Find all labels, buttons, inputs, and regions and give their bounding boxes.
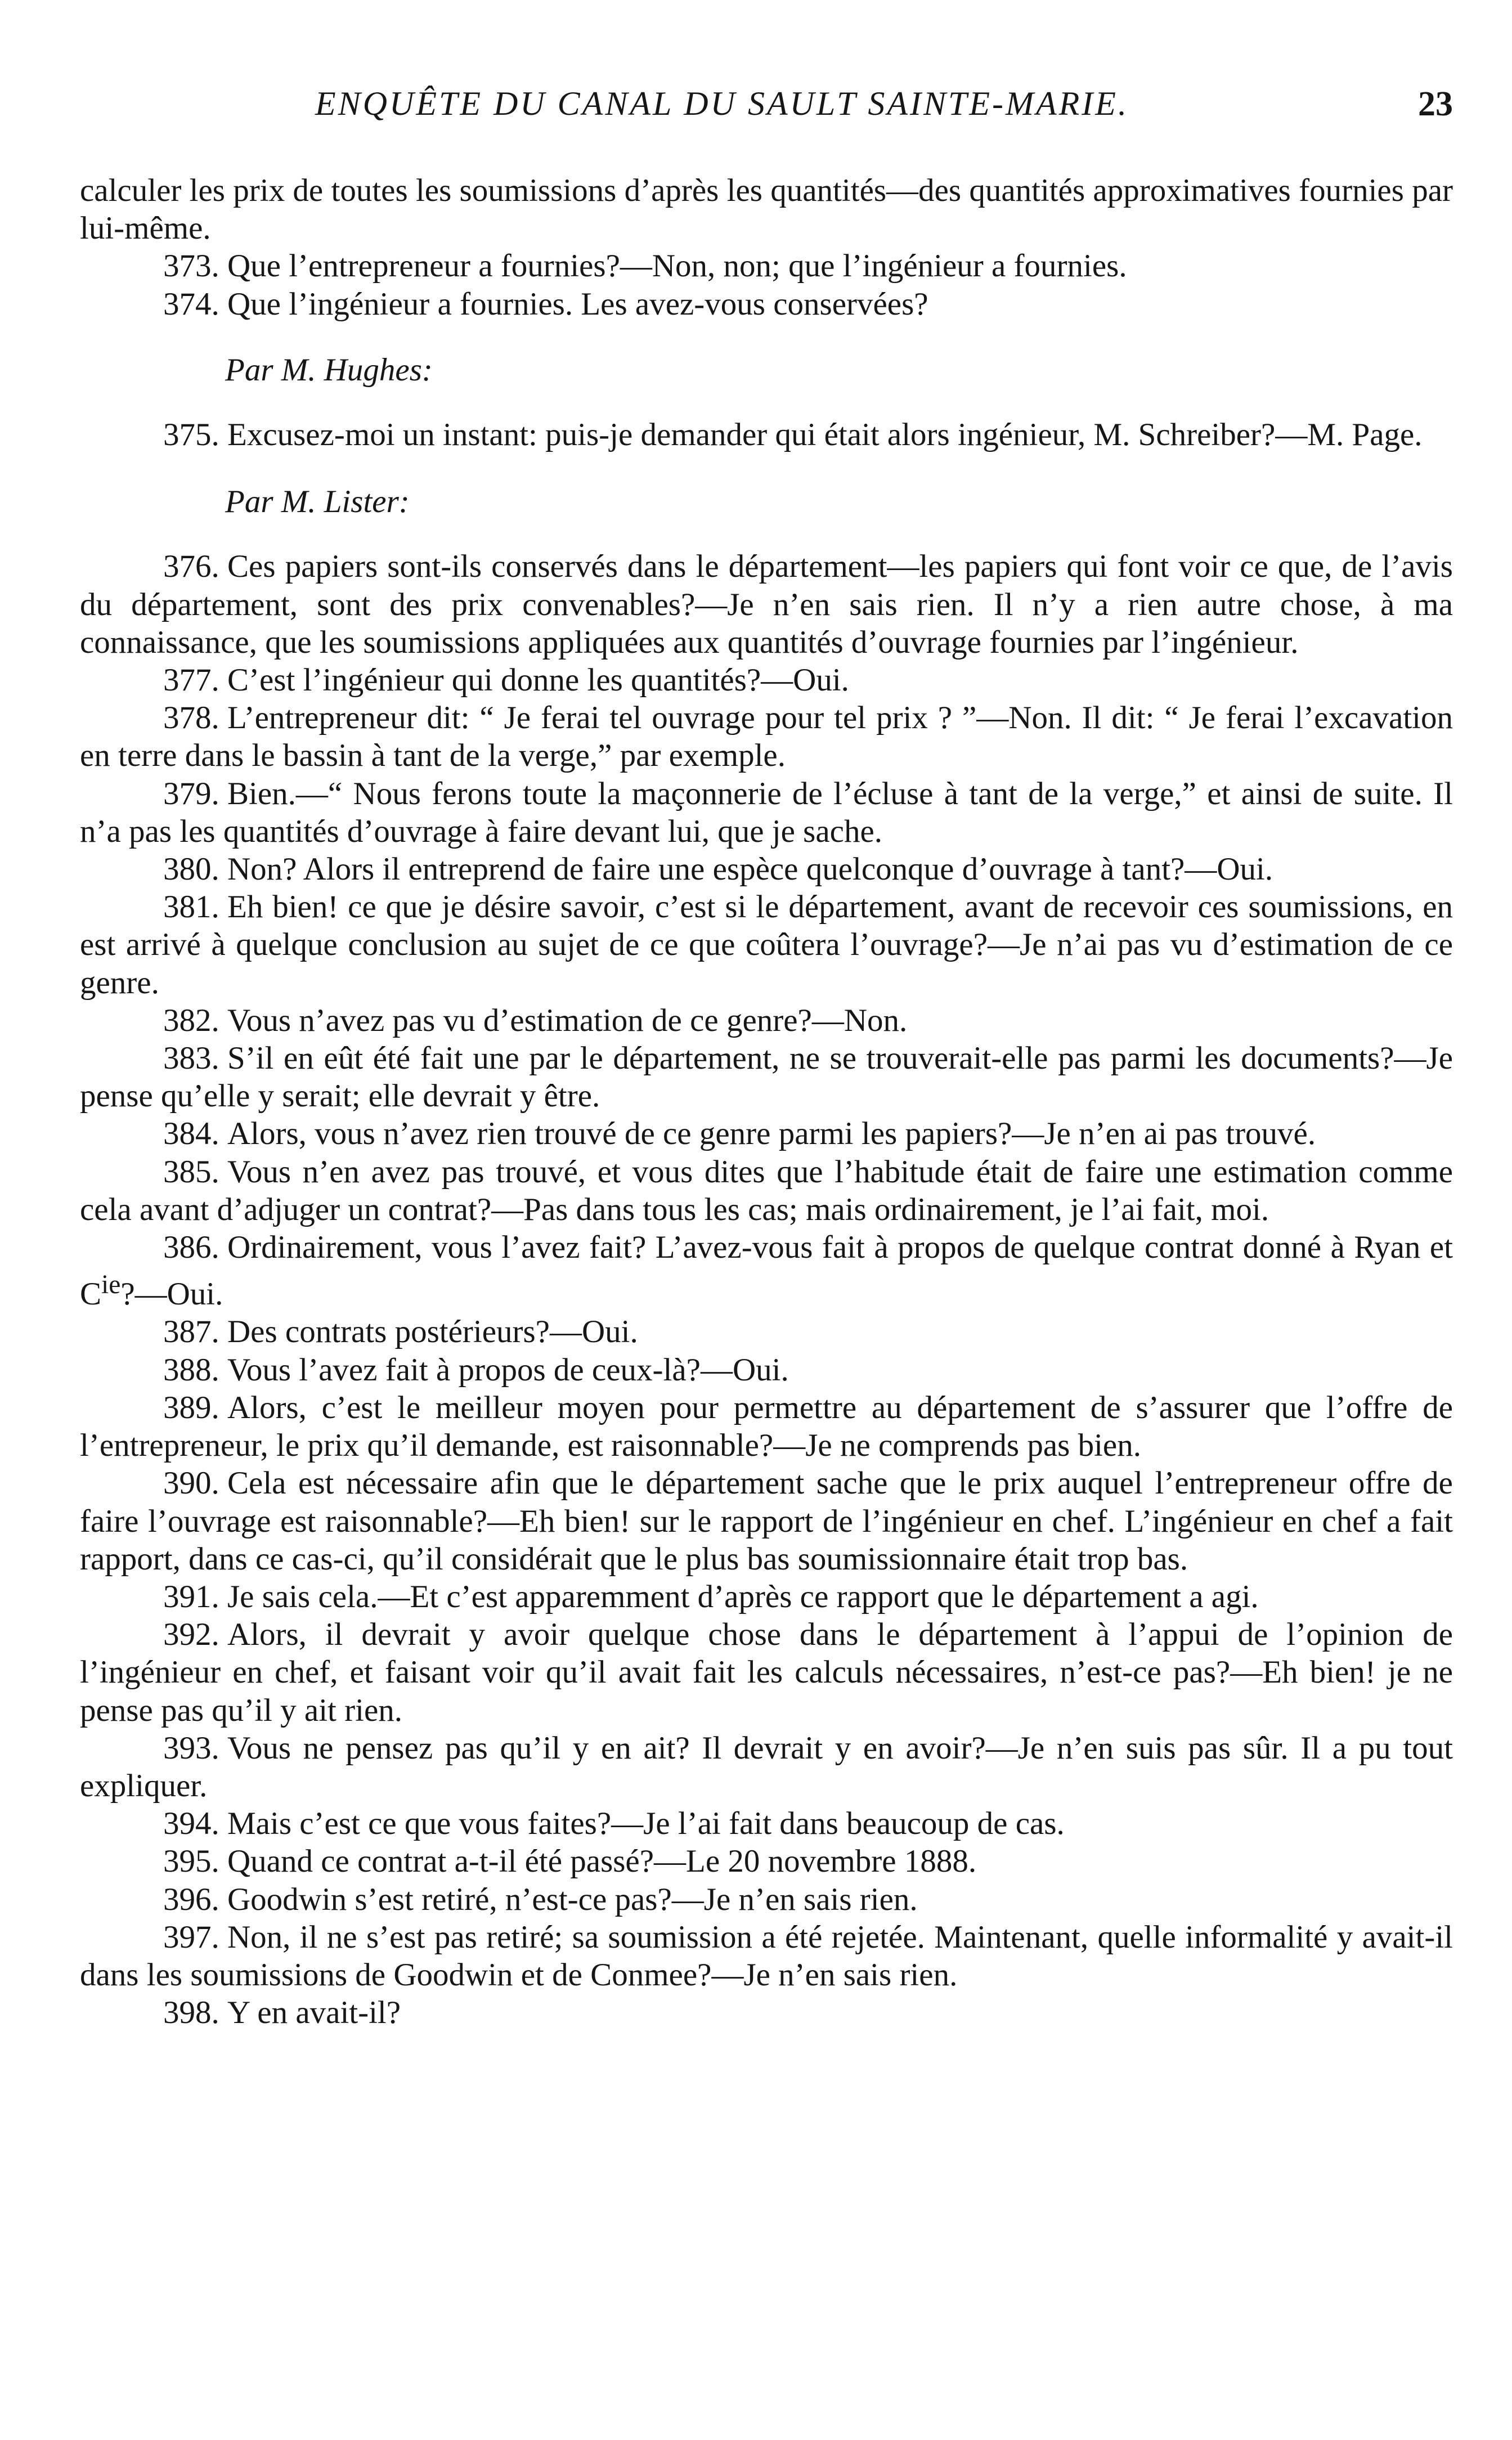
paragraph-continuation	[80, 172, 1453, 247]
question-number: 380.	[163, 851, 219, 887]
question-number: 390.	[163, 1465, 219, 1501]
paragraph-text: L’entrepreneur dit: “ Je ferai tel ouvrage pour tel prix ? ”—Non. Il dit: “ Je ferai l’excavation en terre dans le bassin à tant de la verge,” par exemple.	[80, 700, 1453, 774]
paragraph-392	[80, 1616, 1453, 1729]
page-number: 23	[1418, 85, 1453, 123]
running-title: ENQUÊTE DU CANAL DU SAULT SAINTE-MARIE.	[315, 85, 1129, 122]
question-number: 378.	[163, 700, 219, 736]
question-number: 374.	[163, 286, 219, 322]
question-number: 389.	[163, 1389, 219, 1425]
paragraph-388	[80, 1351, 1453, 1389]
paragraph-text: Que l’ingénieur a fournies. Les avez-vous conservées?	[227, 286, 928, 322]
paragraph-text: Alors, vous n’avez rien trouvé de ce genre parmi les papiers?—Je n’en ai pas trouvé.	[227, 1116, 1316, 1152]
superscript-ie: ie	[101, 1270, 121, 1300]
paragraph-text: Excusez-moi un instant: puis-je demander qui était alors ingénieur, M. Schreiber?—M. Page.	[227, 417, 1423, 453]
question-number: 397.	[163, 1919, 219, 1955]
question-number: 382.	[163, 1002, 219, 1038]
paragraph-text: Alors, il devrait y avoir quelque chose dans le département à l’appui de l’opinion de l’ingénieur en chef, et faisant voir qu’il avait fait les calculs nécessaires, n’est-ce pas?—Eh bien! je ne pense pas qu’il y ait rien.	[80, 1617, 1453, 1728]
question-number: 384.	[163, 1116, 219, 1152]
paragraph-text: Non? Alors il entreprend de faire une espèce quelconque d’ouvrage à tant?—Oui.	[227, 851, 1273, 887]
question-number: 385.	[163, 1154, 219, 1190]
question-number: 376.	[163, 549, 219, 585]
paragraph-381	[80, 888, 1453, 1002]
paragraph-374	[80, 285, 1453, 323]
paragraph-text: calculer les prix de toutes les soumissions d’après les quantités—des quantités approximatives fournies par lui-même.	[80, 173, 1453, 246]
paragraph-text: Ces papiers sont-ils conservés dans le département—les papiers qui font voir ce que, de l’avis du département, sont des prix convenables?—Je n’en sais rien. Il n’y a rien autre chose, à ma connaissance, que les soumissions appliquées aux quantités d’ouvrage fournies par l’ingénieur.	[80, 549, 1453, 660]
question-number: 388.	[163, 1352, 219, 1388]
paragraph-text: Cela est nécessaire afin que le département sache que le prix auquel l’entrepreneur offre de faire l’ouvrage est raisonnable?—Eh bien! sur le rapport de l’ingénieur en chef. L’ingénieur en chef a fait rapport, dans ce cas-ci, qu’il considérait que le plus bas soumissionnaire était trop bas.	[80, 1465, 1453, 1577]
paragraph-398	[80, 1994, 1453, 2031]
paragraph-text: S’il en eût été fait une par le département, ne se trouverait-elle pas parmi les documents?—Je pense qu’elle y serait; elle devrait y être.	[80, 1040, 1453, 1114]
paragraph-text: Vous n’avez pas vu d’estimation de ce genre?—Non.	[227, 1002, 908, 1038]
paragraph-text: Vous l’avez fait à propos de ceux-là?—Oui.	[227, 1352, 789, 1388]
paragraph-396	[80, 1881, 1453, 1918]
question-number: 394.	[163, 1806, 219, 1842]
question-number: 396.	[163, 1881, 219, 1917]
paragraph-text-end: ?—Oui.	[120, 1276, 223, 1312]
question-number: 377.	[163, 662, 219, 698]
question-number: 375.	[163, 417, 219, 453]
paragraph-386	[80, 1228, 1453, 1313]
paragraph-text: Bien.—“ Nous ferons toute la maçonnerie de l’écluse à tant de la verge,” et ainsi de suite. Il n’a pas les quantités d’ouvrage à faire devant lui, que je sache.	[80, 775, 1453, 849]
paragraph-390	[80, 1464, 1453, 1578]
paragraph-395	[80, 1842, 1453, 1880]
paragraph-text: Vous n’en avez pas trouvé, et vous dites que l’habitude était de faire une estimation comme cela avant d’adjuger un contrat?—Pas dans tous les cas; mais ordinairement, je l’ai fait, moi.	[80, 1154, 1453, 1227]
body-text	[80, 172, 1453, 2031]
question-number: 387.	[163, 1314, 219, 1350]
speaker-heading-hughes: Par M. Hughes:	[225, 352, 433, 388]
paragraph-375	[80, 416, 1453, 454]
paragraph-text: Des contrats postérieurs?—Oui.	[227, 1314, 638, 1350]
paragraph-387	[80, 1313, 1453, 1351]
paragraph-text: Goodwin s’est retiré, n’est-ce pas?—Je n’en sais rien.	[227, 1881, 918, 1917]
paragraph-382	[80, 1002, 1453, 1039]
paragraph-373	[80, 247, 1453, 285]
running-head	[0, 84, 1512, 129]
question-number: 383.	[163, 1040, 219, 1077]
paragraph-text: Ordinairement, vous l’avez fait? L’avez-vous fait à propos de quelque contrat donné à Ryan et C	[80, 1230, 1453, 1312]
paragraph-text: Je sais cela.—Et c’est apparemment d’après ce rapport que le département a agi.	[227, 1578, 1259, 1614]
question-number: 373.	[163, 248, 219, 284]
paragraph-380	[80, 850, 1453, 888]
paragraph-394	[80, 1805, 1453, 1842]
speaker-heading-lister: Par M. Lister:	[225, 484, 410, 520]
question-number: 391.	[163, 1578, 219, 1614]
question-number: 395.	[163, 1844, 219, 1880]
paragraph-389	[80, 1389, 1453, 1464]
question-number: 398.	[163, 1995, 219, 2031]
paragraph-377	[80, 661, 1453, 699]
paragraph-text: Non, il ne s’est pas retiré; sa soumission a été rejetée. Maintenant, quelle informalité y avait-il dans les soumissions de Goodwin et de Conmee?—Je n’en sais rien.	[80, 1919, 1453, 1993]
paragraph-text: C’est l’ingénieur qui donne les quantités?—Oui.	[227, 662, 849, 698]
paragraph-393	[80, 1729, 1453, 1805]
paragraph-397	[80, 1918, 1453, 1994]
question-number: 393.	[163, 1730, 219, 1766]
paragraph-385	[80, 1153, 1453, 1228]
paragraph-text: Quand ce contrat a-t-il été passé?—Le 20 novembre 1888.	[227, 1844, 977, 1880]
paragraph-378	[80, 699, 1453, 774]
paragraph-376	[80, 548, 1453, 661]
paragraph-text: Vous ne pensez pas qu’il y en ait? Il devrait y en avoir?—Je n’en suis pas sûr. Il a pu tout expliquer.	[80, 1730, 1453, 1804]
paragraph-text: Eh bien! ce que je désire savoir, c’est si le département, avant de recevoir ces soumissions, en est arrivé à quelque conclusion au sujet de ce que coûtera l’ouvrage?—Je n’ai pas vu d’estimation de ce genre.	[80, 889, 1453, 1001]
question-number: 379.	[163, 775, 219, 811]
paragraph-383	[80, 1039, 1453, 1115]
paragraph-384	[80, 1115, 1453, 1152]
question-number: 392.	[163, 1617, 219, 1653]
paragraph-379	[80, 775, 1453, 850]
paragraph-text: Mais c’est ce que vous faites?—Je l’ai fait dans beaucoup de cas.	[227, 1806, 1065, 1842]
question-number: 381.	[163, 889, 219, 925]
question-number: 386.	[163, 1230, 219, 1266]
paragraph-391	[80, 1578, 1453, 1616]
paragraph-text: Que l’entrepreneur a fournies?—Non, non; que l’ingénieur a fournies.	[227, 248, 1127, 284]
paragraph-text: Alors, c’est le meilleur moyen pour permettre au département de s’assurer que l’offre de l’entrepreneur, le prix qu’il demande, est raisonnable?—Je ne comprends pas bien.	[80, 1389, 1453, 1464]
paragraph-text: Y en avait-il?	[227, 1995, 401, 2031]
